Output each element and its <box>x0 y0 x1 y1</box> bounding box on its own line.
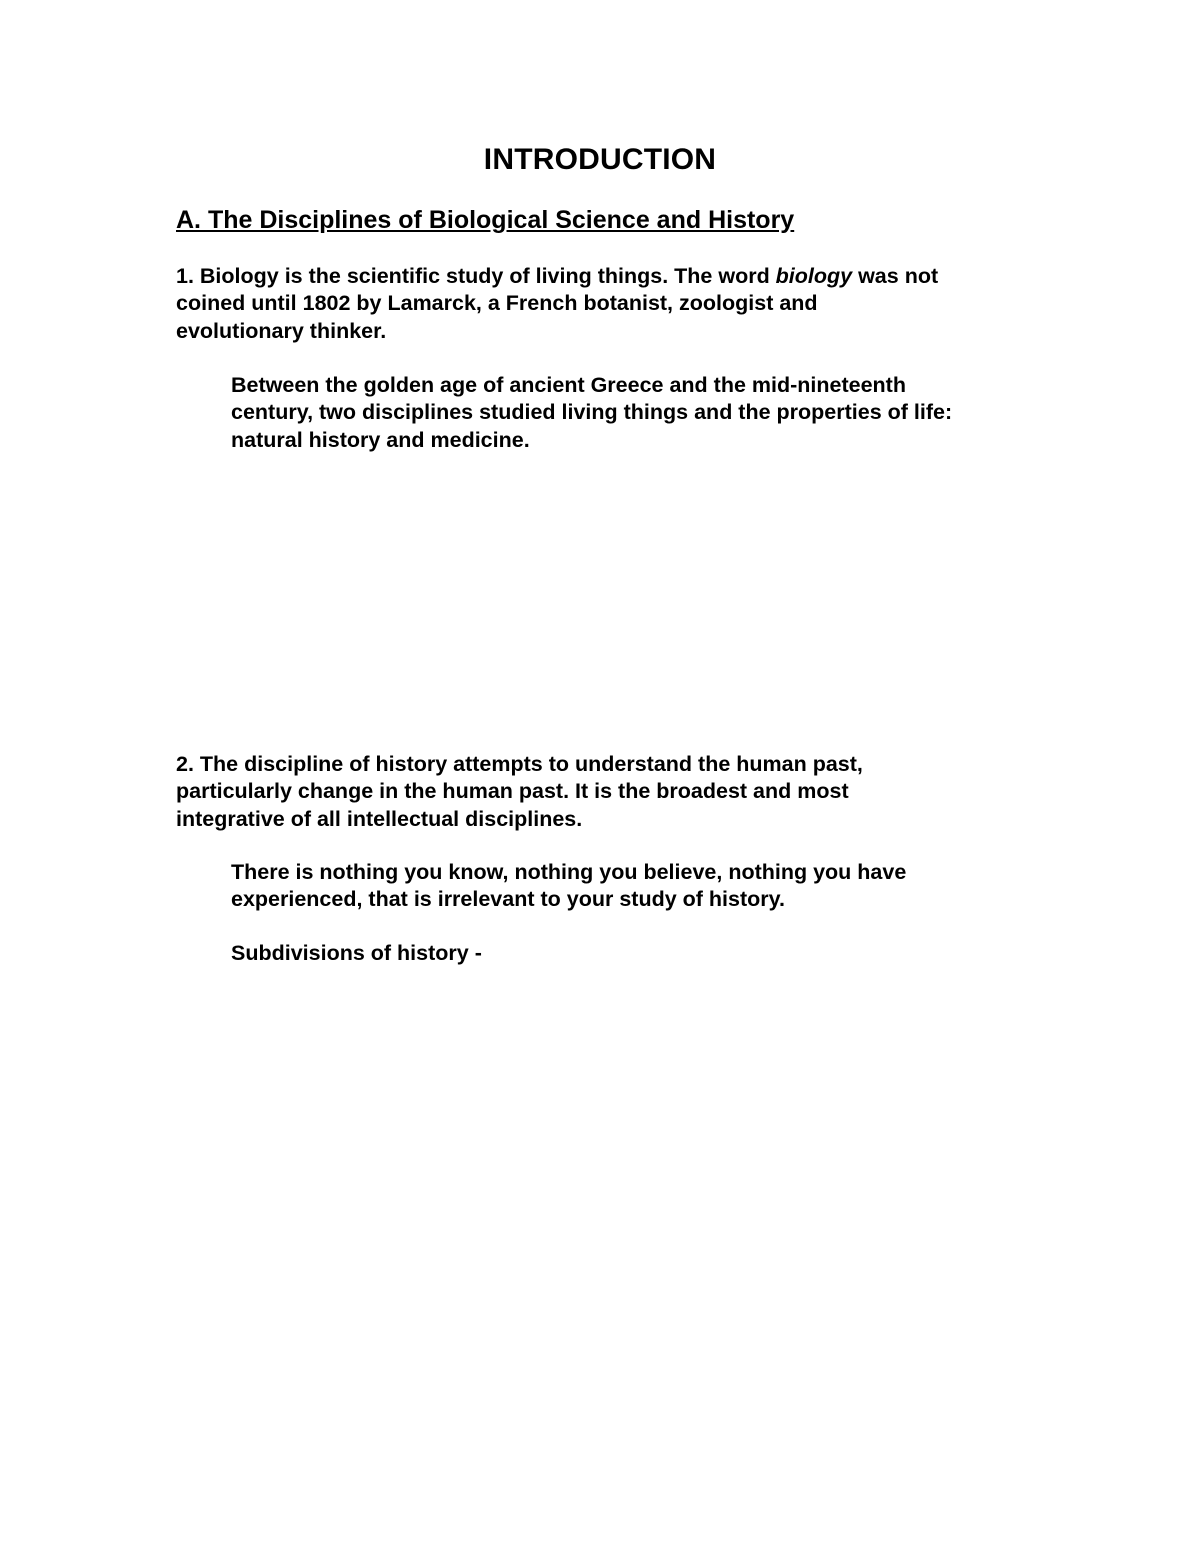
paragraph-history-definition <box>176 751 1056 833</box>
section-heading: A. The Disciplines of Biological Science and History <box>176 206 795 234</box>
subdivisions-label: Subdivisions of history - <box>231 941 482 965</box>
italic-term: biology <box>775 264 853 288</box>
paragraph-line <box>176 263 1056 290</box>
paragraph-line: experienced, that is irrelevant to your study of history. <box>231 887 785 912</box>
text-run: 1. Biology is the scientific study of living things. The word <box>176 264 776 288</box>
paragraph-line: coined until 1802 by Lamarck, a French botanist, zoologist and <box>176 291 818 316</box>
paragraph-line: There is nothing you know, nothing you believe, nothing you have <box>231 860 907 884</box>
paragraph-line: particularly change in the human past. It is the broadest and most <box>176 779 849 804</box>
paragraph-line: integrative of all intellectual disciplines. <box>176 806 583 831</box>
paragraph-biology-definition <box>176 263 1056 345</box>
paragraph-line: Between the golden age of ancient Greece and the mid-nineteenth <box>231 373 906 397</box>
paragraph-line: century, two disciplines studied living things and the properties of life: <box>231 400 953 425</box>
indented-paragraph-disciplines <box>231 372 1071 454</box>
text-run: was not <box>852 264 939 288</box>
page-title: INTRODUCTION <box>483 143 717 176</box>
paragraph-line: evolutionary thinker. <box>176 318 387 343</box>
indented-paragraph-relevance <box>231 859 1071 914</box>
paragraph-line: 2. The discipline of history attempts to understand the human past, <box>176 752 863 776</box>
paragraph-line: natural history and medicine. <box>231 427 530 452</box>
